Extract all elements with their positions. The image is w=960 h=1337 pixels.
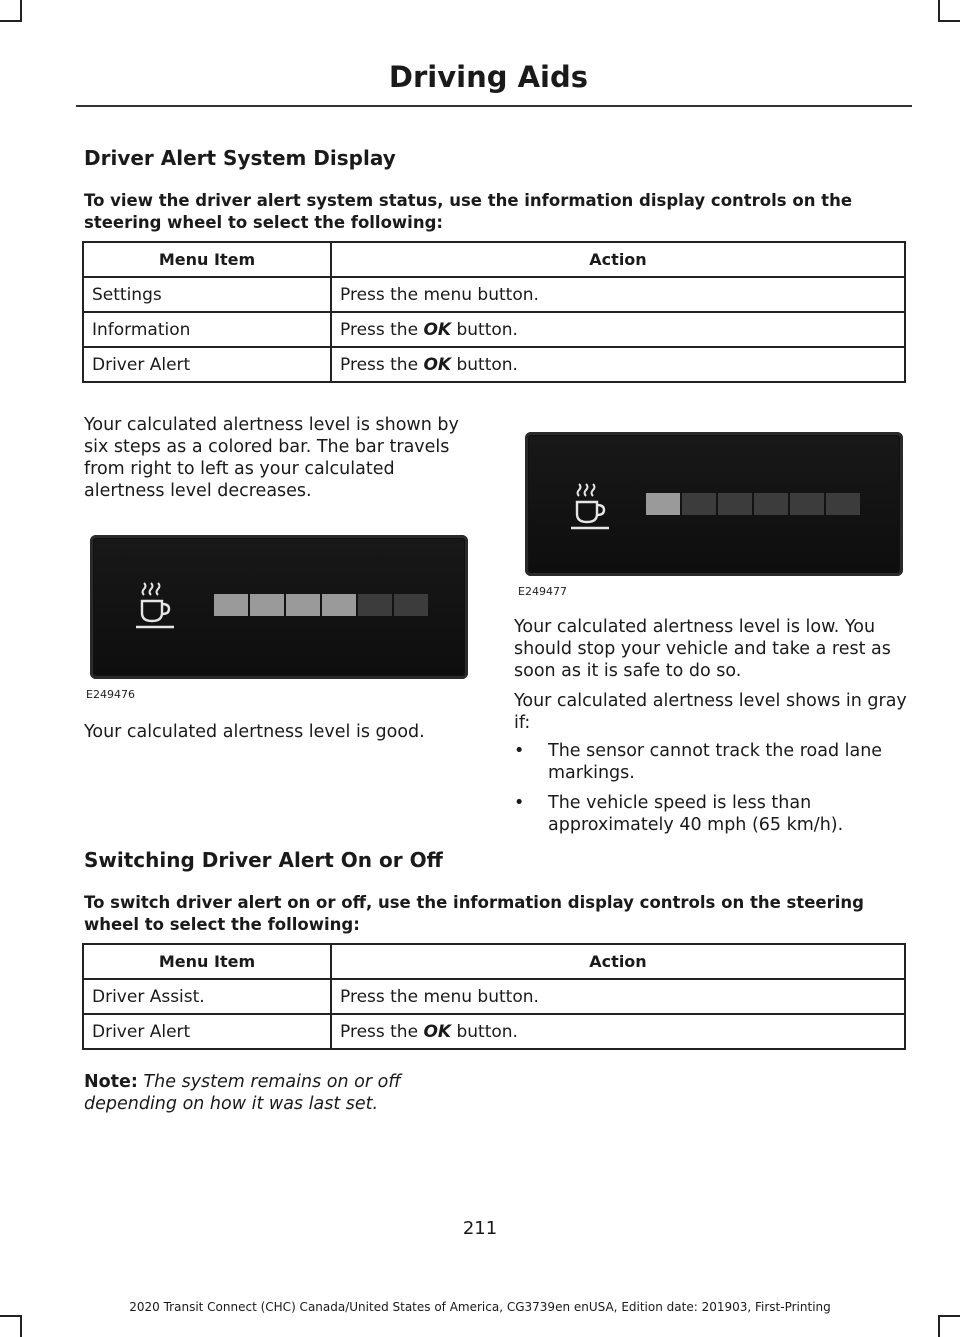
column-header-action: Action: [331, 944, 905, 979]
action-cell: Press the OK button.: [331, 1014, 905, 1049]
action-cell: Press the OK button.: [331, 347, 905, 382]
figure-id-good: E249476: [86, 688, 135, 701]
alertness-segment: [322, 594, 356, 616]
crop-mark: [0, 20, 22, 22]
crop-mark: [938, 1315, 940, 1337]
table-header-row: [83, 944, 905, 979]
menu-item-cell: Driver Assist.: [83, 979, 331, 1014]
page-number: 211: [462, 1218, 498, 1239]
menu-table-display: [82, 241, 906, 383]
page-footer: 2020 Transit Connect (CHC) Canada/United States of America, CG3739en enUSA, Edition date: 201903, First-Printing: [129, 1300, 831, 1314]
list-item: • The vehicle speed is less than approximately 40 mph (65 km/h).: [514, 793, 844, 835]
alertness-segment: [214, 594, 248, 616]
crop-mark: [938, 20, 960, 22]
alertness-segment: [754, 493, 788, 515]
gray-conditions-list: [514, 740, 909, 844]
alertness-segment: [394, 594, 428, 616]
menu-item-cell: Settings: [83, 277, 331, 312]
menu-table-switch: [82, 943, 906, 1050]
crop-mark: [0, 1315, 22, 1317]
paragraph-bar-explanation: Your calculated alertness level is shown by six steps as a colored bar. The bar travels from right to left as your calculated alertness level decreases.: [84, 415, 459, 501]
note-paragraph: [84, 1071, 424, 1115]
action-cell: Press the menu button.: [331, 979, 905, 1014]
action-cell: Press the OK button.: [331, 312, 905, 347]
coffee-cup-icon: [134, 579, 178, 631]
note-text: The system remains on or off depending on how it was last set.: [84, 1072, 401, 1114]
driver-alert-display-good: [90, 535, 468, 679]
table-row: [83, 1014, 905, 1049]
menu-item-cell: Driver Alert: [83, 1014, 331, 1049]
paragraph-gray-intro: Your calculated alertness level shows in gray if:: [514, 691, 907, 733]
crop-mark: [20, 1315, 22, 1337]
alertness-segment: [790, 493, 824, 515]
caption-good: Your calculated alertness level is good.: [84, 722, 425, 742]
section-heading-switch: Switching Driver Alert On or Off: [84, 848, 443, 872]
action-cell: Press the menu button.: [331, 277, 905, 312]
alertness-segment: [286, 594, 320, 616]
list-item: • The sensor cannot track the road lane markings.: [514, 741, 883, 783]
column-header-action: Action: [331, 242, 905, 277]
crop-mark: [938, 0, 940, 22]
header-rule: [76, 105, 912, 107]
alertness-segment: [358, 594, 392, 616]
table-row: [83, 312, 905, 347]
alertness-segment: [718, 493, 752, 515]
alertness-segment: [826, 493, 860, 515]
note-label: Note:: [84, 1072, 138, 1092]
crop-mark: [20, 0, 22, 22]
table-header-row: [83, 242, 905, 277]
table-row: [83, 979, 905, 1014]
column-header-menu-item: Menu Item: [83, 242, 331, 277]
section-intro-display: To view the driver alert system status, use the information display controls on the steering wheel to select the following:: [84, 191, 853, 232]
menu-item-cell: Information: [83, 312, 331, 347]
column-header-menu-item: Menu Item: [83, 944, 331, 979]
alertness-bar-low: [646, 493, 860, 515]
page-header-title: Driving Aids: [388, 60, 588, 94]
crop-mark: [938, 1315, 960, 1317]
alertness-bar-good: [214, 594, 428, 616]
coffee-cup-icon: [569, 480, 613, 532]
table-row: [83, 277, 905, 312]
menu-item-cell: Driver Alert: [83, 347, 331, 382]
section-heading-display: Driver Alert System Display: [84, 146, 396, 170]
alertness-segment: [250, 594, 284, 616]
alertness-segment: [646, 493, 680, 515]
caption-low: Your calculated alertness level is low. You should stop your vehicle and take a rest as soon as it is safe to do so.: [514, 617, 891, 681]
figure-id-low: E249477: [518, 585, 567, 598]
driver-alert-display-low: [525, 432, 903, 576]
table-row: [83, 347, 905, 382]
section-intro-switch: To switch driver alert on or off, use the information display controls on the steering wheel to select the following:: [84, 893, 864, 934]
alertness-segment: [682, 493, 716, 515]
